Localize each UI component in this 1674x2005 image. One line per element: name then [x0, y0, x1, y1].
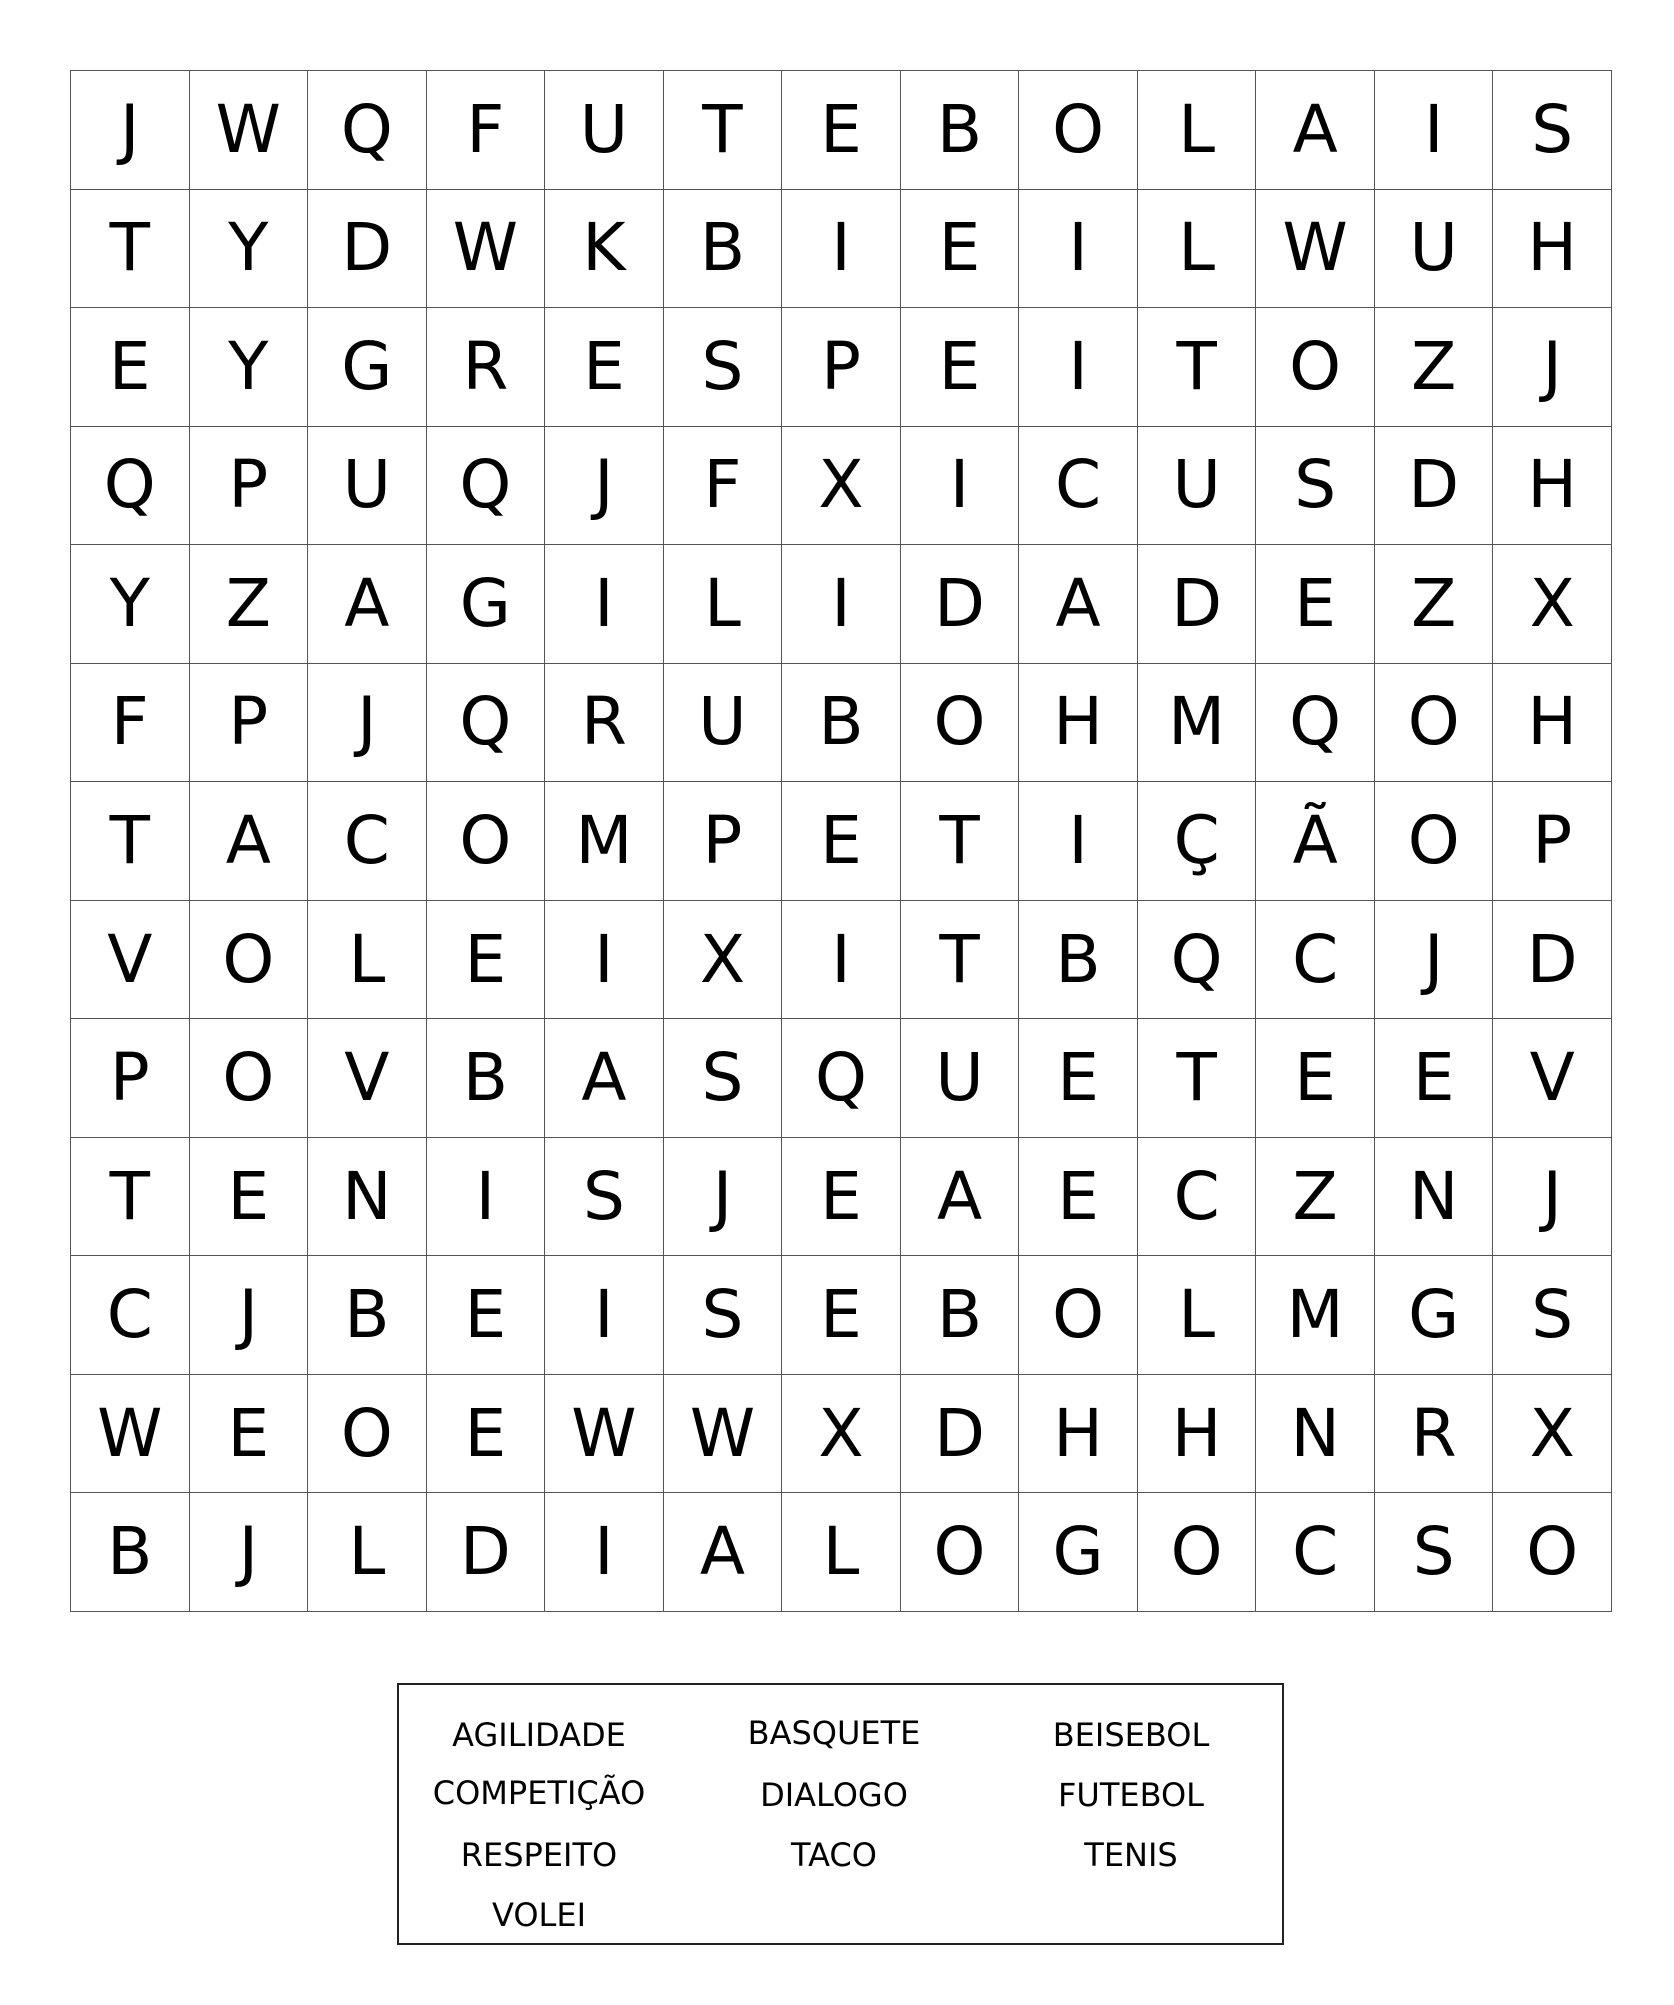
grid-cell[interactable]: B: [1019, 901, 1138, 1020]
grid-cell[interactable]: L: [1138, 190, 1257, 309]
grid-cell[interactable]: L: [664, 545, 783, 664]
grid-cell[interactable]: Q: [1256, 664, 1375, 783]
grid-cell[interactable]: C: [1256, 1493, 1375, 1612]
grid-cell[interactable]: X: [782, 427, 901, 546]
grid-cell[interactable]: T: [71, 190, 190, 309]
grid-cell[interactable]: I: [782, 901, 901, 1020]
grid-cell[interactable]: P: [664, 782, 783, 901]
grid-cell[interactable]: N: [1375, 1138, 1494, 1257]
grid-cell[interactable]: G: [1019, 1493, 1138, 1612]
grid-cell[interactable]: U: [901, 1019, 1020, 1138]
grid-cell[interactable]: M: [545, 782, 664, 901]
grid-cell[interactable]: H: [1138, 1375, 1257, 1494]
grid-cell[interactable]: Y: [190, 190, 309, 309]
grid-cell[interactable]: R: [1375, 1375, 1494, 1494]
grid-cell[interactable]: C: [1256, 901, 1375, 1020]
grid-cell[interactable]: Q: [427, 664, 546, 783]
grid-cell[interactable]: S: [1256, 427, 1375, 546]
grid-cell[interactable]: E: [782, 1138, 901, 1257]
grid-cell[interactable]: N: [1256, 1375, 1375, 1494]
grid-cell[interactable]: S: [664, 1256, 783, 1375]
grid-cell[interactable]: J: [664, 1138, 783, 1257]
grid-cell[interactable]: Z: [1375, 545, 1494, 664]
grid-cell[interactable]: P: [71, 1019, 190, 1138]
grid-cell[interactable]: I: [427, 1138, 546, 1257]
grid-cell[interactable]: T: [71, 782, 190, 901]
word-list-item: FUTEBOL: [1058, 1776, 1204, 1814]
word-list-box: [397, 1683, 1284, 1945]
grid-cell[interactable]: E: [1256, 1019, 1375, 1138]
grid-cell[interactable]: T: [1138, 308, 1257, 427]
grid-cell[interactable]: E: [1375, 1019, 1494, 1138]
grid-cell[interactable]: T: [1138, 1019, 1257, 1138]
grid-cell[interactable]: P: [190, 427, 309, 546]
grid-cell[interactable]: L: [308, 1493, 427, 1612]
word-list-item: TENIS: [1084, 1836, 1178, 1874]
grid-cell[interactable]: H: [1019, 664, 1138, 783]
grid-cell[interactable]: D: [427, 1493, 546, 1612]
grid-cell[interactable]: L: [1138, 71, 1257, 190]
grid-cell[interactable]: J: [1493, 308, 1612, 427]
grid-cell[interactable]: B: [71, 1493, 190, 1612]
grid-cell[interactable]: Ç: [1138, 782, 1257, 901]
grid-cell[interactable]: B: [427, 1019, 546, 1138]
grid-cell[interactable]: F: [664, 427, 783, 546]
grid-cell[interactable]: S: [1493, 1256, 1612, 1375]
grid-cell[interactable]: P: [1493, 782, 1612, 901]
grid-cell[interactable]: O: [427, 782, 546, 901]
grid-cell[interactable]: A: [664, 1493, 783, 1612]
grid-cell[interactable]: Q: [782, 1019, 901, 1138]
grid-cell[interactable]: E: [71, 308, 190, 427]
grid-cell[interactable]: M: [1256, 1256, 1375, 1375]
grid-cell[interactable]: J: [1375, 901, 1494, 1020]
grid-cell[interactable]: E: [190, 1375, 309, 1494]
word-list-item: COMPETIÇÃO: [432, 1774, 646, 1812]
grid-cell[interactable]: O: [1019, 71, 1138, 190]
grid-cell[interactable]: J: [190, 1256, 309, 1375]
word-search-grid: [70, 70, 1612, 1612]
grid-cell[interactable]: J: [1493, 1138, 1612, 1257]
grid-cell[interactable]: B: [901, 71, 1020, 190]
grid-cell[interactable]: T: [71, 1138, 190, 1257]
grid-cell[interactable]: Z: [190, 545, 309, 664]
word-list-item: VOLEI: [492, 1896, 586, 1934]
grid-cell[interactable]: I: [782, 545, 901, 664]
grid-cell[interactable]: I: [545, 1256, 664, 1375]
grid-cell[interactable]: S: [545, 1138, 664, 1257]
grid-cell[interactable]: A: [901, 1138, 1020, 1257]
grid-cell[interactable]: D: [1493, 901, 1612, 1020]
grid-cell[interactable]: A: [308, 545, 427, 664]
grid-cell[interactable]: A: [545, 1019, 664, 1138]
grid-cell[interactable]: X: [664, 901, 783, 1020]
grid-cell[interactable]: F: [427, 71, 546, 190]
grid-cell[interactable]: W: [427, 190, 546, 309]
word-list-item: DIALOGO: [760, 1776, 908, 1814]
grid-cell[interactable]: C: [1138, 1138, 1257, 1257]
grid-cell[interactable]: E: [901, 190, 1020, 309]
grid-cell[interactable]: T: [901, 782, 1020, 901]
grid-cell[interactable]: C: [1019, 427, 1138, 546]
grid-cell[interactable]: S: [1493, 71, 1612, 190]
grid-cell[interactable]: J: [71, 71, 190, 190]
grid-cell[interactable]: B: [308, 1256, 427, 1375]
grid-cell[interactable]: Q: [427, 427, 546, 546]
grid-cell[interactable]: I: [1375, 71, 1494, 190]
grid-cell[interactable]: B: [664, 190, 783, 309]
grid-cell[interactable]: I: [1019, 782, 1138, 901]
grid-cell[interactable]: G: [308, 308, 427, 427]
grid-cell[interactable]: A: [190, 782, 309, 901]
grid-cell[interactable]: L: [1138, 1256, 1257, 1375]
grid-cell[interactable]: E: [901, 308, 1020, 427]
grid-cell[interactable]: U: [545, 71, 664, 190]
grid-cell[interactable]: Q: [71, 427, 190, 546]
grid-cell[interactable]: V: [308, 1019, 427, 1138]
grid-cell[interactable]: L: [782, 1493, 901, 1612]
grid-cell[interactable]: C: [71, 1256, 190, 1375]
grid-cell[interactable]: W: [71, 1375, 190, 1494]
grid-cell[interactable]: W: [190, 71, 309, 190]
grid-cell[interactable]: R: [545, 664, 664, 783]
grid-cell[interactable]: C: [308, 782, 427, 901]
grid-cell[interactable]: S: [664, 308, 783, 427]
grid-cell[interactable]: Y: [190, 308, 309, 427]
grid-cell[interactable]: N: [308, 1138, 427, 1257]
grid-cell[interactable]: I: [545, 545, 664, 664]
grid-cell[interactable]: O: [1019, 1256, 1138, 1375]
grid-cell[interactable]: E: [545, 308, 664, 427]
grid-cell[interactable]: O: [1138, 1493, 1257, 1612]
grid-cell[interactable]: H: [1493, 190, 1612, 309]
grid-cell[interactable]: E: [782, 71, 901, 190]
grid-cell[interactable]: H: [1019, 1375, 1138, 1494]
grid-cell[interactable]: X: [1493, 545, 1612, 664]
grid-cell[interactable]: H: [1493, 664, 1612, 783]
grid-cell[interactable]: U: [1375, 190, 1494, 309]
grid-cell[interactable]: U: [664, 664, 783, 783]
grid-cell[interactable]: R: [427, 308, 546, 427]
grid-cell[interactable]: I: [545, 901, 664, 1020]
grid-cell[interactable]: E: [427, 901, 546, 1020]
grid-cell[interactable]: E: [427, 1375, 546, 1494]
grid-cell[interactable]: Ã: [1256, 782, 1375, 901]
grid-cell[interactable]: Z: [1375, 308, 1494, 427]
grid-cell[interactable]: D: [308, 190, 427, 309]
grid-cell[interactable]: O: [190, 1019, 309, 1138]
word-list-item: TACO: [791, 1836, 877, 1874]
grid-cell[interactable]: O: [901, 664, 1020, 783]
grid-cell[interactable]: O: [308, 1375, 427, 1494]
grid-cell[interactable]: D: [901, 545, 1020, 664]
grid-cell[interactable]: D: [1138, 545, 1257, 664]
grid-cell[interactable]: A: [1256, 71, 1375, 190]
grid-cell[interactable]: T: [664, 71, 783, 190]
grid-cell[interactable]: E: [1019, 1138, 1138, 1257]
grid-cell[interactable]: U: [308, 427, 427, 546]
grid-cell[interactable]: J: [190, 1493, 309, 1612]
grid-cell[interactable]: O: [190, 901, 309, 1020]
grid-cell[interactable]: I: [1019, 190, 1138, 309]
word-list-item: BASQUETE: [747, 1714, 921, 1752]
grid-cell[interactable]: S: [1375, 1493, 1494, 1612]
grid-cell[interactable]: O: [1493, 1493, 1612, 1612]
grid-cell[interactable]: Q: [308, 71, 427, 190]
grid-cell[interactable]: E: [782, 782, 901, 901]
grid-cell[interactable]: A: [1019, 545, 1138, 664]
grid-cell[interactable]: L: [308, 901, 427, 1020]
grid-cell[interactable]: P: [782, 308, 901, 427]
word-list-item: AGILIDADE: [452, 1716, 626, 1754]
grid-cell[interactable]: Q: [1138, 901, 1257, 1020]
grid-cell[interactable]: J: [308, 664, 427, 783]
grid-cell[interactable]: O: [1375, 782, 1494, 901]
grid-cell[interactable]: E: [1256, 545, 1375, 664]
grid-cell[interactable]: I: [1019, 308, 1138, 427]
grid-cell[interactable]: T: [901, 901, 1020, 1020]
grid-cell[interactable]: E: [427, 1256, 546, 1375]
grid-cell[interactable]: D: [901, 1375, 1020, 1494]
grid-cell[interactable]: I: [901, 427, 1020, 546]
grid-cell[interactable]: I: [782, 190, 901, 309]
grid-cell[interactable]: B: [901, 1256, 1020, 1375]
grid-cell[interactable]: M: [1138, 664, 1257, 783]
grid-cell[interactable]: P: [190, 664, 309, 783]
grid-cell[interactable]: D: [1375, 427, 1494, 546]
grid-cell[interactable]: F: [71, 664, 190, 783]
grid-cell[interactable]: G: [1375, 1256, 1494, 1375]
grid-cell[interactable]: Y: [71, 545, 190, 664]
grid-cell[interactable]: E: [190, 1138, 309, 1257]
grid-cell[interactable]: W: [1256, 190, 1375, 309]
grid-cell[interactable]: H: [1493, 427, 1612, 546]
grid-cell[interactable]: Z: [1256, 1138, 1375, 1257]
grid-cell[interactable]: W: [664, 1375, 783, 1494]
grid-cell[interactable]: E: [1019, 1019, 1138, 1138]
grid-cell[interactable]: G: [427, 545, 546, 664]
grid-cell[interactable]: O: [901, 1493, 1020, 1612]
grid-cell[interactable]: U: [1138, 427, 1257, 546]
word-list-item: RESPEITO: [460, 1836, 618, 1874]
grid-cell[interactable]: W: [545, 1375, 664, 1494]
grid-cell[interactable]: V: [71, 901, 190, 1020]
grid-cell[interactable]: O: [1375, 664, 1494, 783]
grid-cell[interactable]: S: [664, 1019, 783, 1138]
grid-cell[interactable]: J: [545, 427, 664, 546]
grid-cell[interactable]: E: [782, 1256, 901, 1375]
grid-cell[interactable]: X: [782, 1375, 901, 1494]
grid-cell[interactable]: B: [782, 664, 901, 783]
grid-cell[interactable]: K: [545, 190, 664, 309]
word-list-item: BEISEBOL: [1052, 1716, 1210, 1754]
grid-cell[interactable]: I: [545, 1493, 664, 1612]
grid-cell[interactable]: V: [1493, 1019, 1612, 1138]
grid-cell[interactable]: O: [1256, 308, 1375, 427]
grid-cell[interactable]: X: [1493, 1375, 1612, 1494]
